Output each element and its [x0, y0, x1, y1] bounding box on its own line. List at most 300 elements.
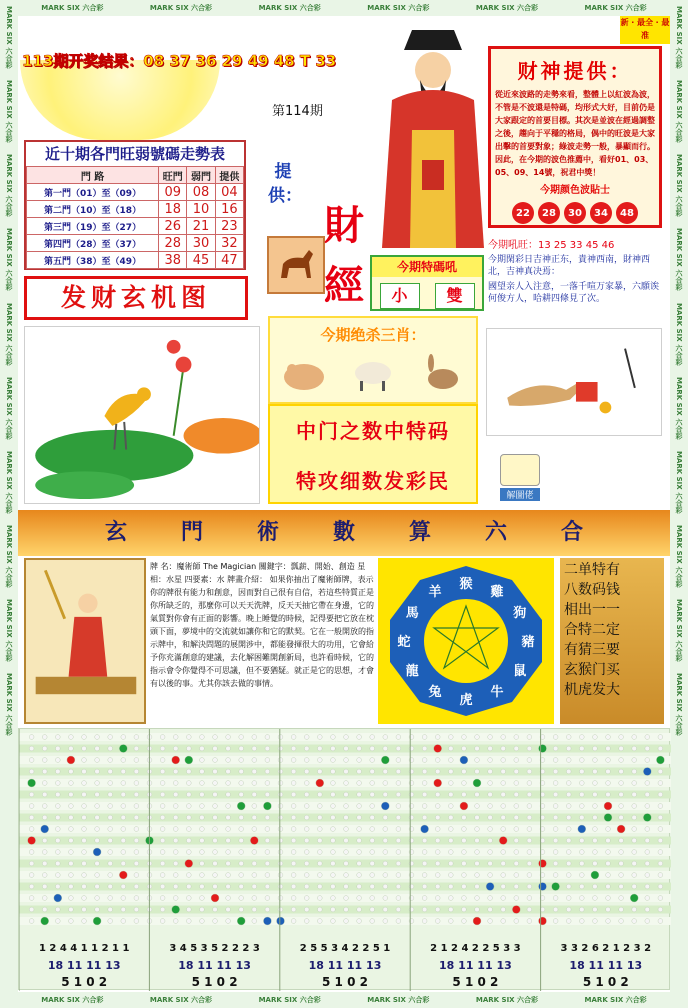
grid-dot — [422, 735, 427, 740]
grid-dot — [475, 838, 480, 843]
trend-header-row — [27, 167, 244, 184]
grid-dot — [619, 735, 624, 740]
grid-dot — [160, 815, 165, 820]
grid-dot — [435, 735, 440, 740]
grid-bottom-label: 2 1 2 4 2 2 5 3 3 — [430, 943, 521, 954]
grid-dot — [475, 850, 480, 855]
grid-dot — [93, 848, 101, 856]
grid-bottom-label: 5 1 0 2 — [61, 975, 108, 989]
grid-dot — [566, 838, 571, 843]
grid-dot — [501, 758, 506, 763]
grid-dot — [304, 896, 309, 901]
grid-dot — [645, 896, 650, 901]
grid-dot — [331, 838, 336, 843]
grid-dot — [252, 919, 257, 924]
tigong-value: 16 — [215, 201, 243, 218]
banner-char: 門 — [180, 520, 203, 545]
grid-dot — [331, 792, 336, 797]
grid-dot — [42, 792, 47, 797]
grid-dot — [316, 779, 324, 787]
grid-dot — [69, 919, 74, 924]
grid-dot — [67, 756, 75, 764]
grid-dot — [579, 907, 584, 912]
grid-dot — [566, 861, 571, 866]
grid-dot — [658, 746, 663, 751]
grid-dot — [617, 825, 625, 833]
grid-dot — [619, 769, 624, 774]
grid-bottom-label: 18 11 11 13 — [439, 959, 512, 972]
grid-dot — [186, 884, 191, 889]
grid-dot — [331, 758, 336, 763]
grid-dot — [566, 884, 571, 889]
grid-dot — [501, 827, 506, 832]
grid-dot — [29, 735, 34, 740]
grid-dot — [460, 802, 468, 810]
grid-dot — [55, 850, 60, 855]
wang-value: 26 — [159, 218, 187, 235]
tigong-value: 47 — [215, 252, 243, 269]
grid-dot — [69, 804, 74, 809]
grid-bottom-label: 18 11 11 13 — [569, 959, 643, 972]
grid-dot — [291, 919, 296, 924]
grid-dot — [121, 758, 126, 763]
grid-dot — [82, 735, 87, 740]
grid-dot — [422, 815, 427, 820]
grid-dot — [435, 850, 440, 855]
table-row — [27, 184, 244, 201]
grid-dot — [396, 758, 401, 763]
grid-dot — [278, 792, 283, 797]
grid-dot — [344, 781, 349, 786]
poem-line: 机虎发大 — [564, 682, 620, 698]
grid-dot — [435, 758, 440, 763]
grid-dot — [593, 850, 598, 855]
grid-dot — [448, 804, 453, 809]
grid-dot — [41, 825, 49, 833]
grid-dot — [448, 815, 453, 820]
grid-dot — [239, 815, 244, 820]
poem-lines — [560, 558, 664, 702]
grid-dot — [237, 802, 245, 810]
today-lucky-direction: 今期閑彩日吉神正东，貴神西南，財神西北，吉神真决焉： — [488, 255, 651, 277]
grid-dot — [95, 873, 100, 878]
grid-dot — [593, 758, 598, 763]
grid-dot — [317, 907, 322, 912]
zodiac-label: 猴 — [459, 577, 473, 592]
grid-dot — [606, 781, 611, 786]
tarot-description: 牌 名：魔術師 The Magician 關鍵字：瓢薪、開始、創造 星 相：水星 四要素：水 牌畫介紹： 如果你抽出了魔術師牌，表示你的牌很有能力和創意，因而對自己很有自信，若這些特質正是你所缺乏的，那麼你可以天天洗牌，反天天抽它帶在身邊，它的氣質對你會有正面的影響。晚上睡覺的時候，記得要把它放在枕頭下面，夢境中的交流就如讓你和它的默契。它在一般開放的指示牌中，和解決問題的展開涉中，都能發揮很大的功用，它會給予你充滿創意的建議，去化解困難開創新局，也許看時候，它的指示會令你覺得不可思議，但不要猶疑。就正是它的思想，才會有以後的事。尤其你該去做的事情。 — [150, 562, 374, 688]
trend-header: 門 路 — [27, 167, 159, 184]
grid-dot — [579, 873, 584, 878]
grid-dot — [462, 861, 467, 866]
grid-dot — [462, 884, 467, 889]
grid-dot — [344, 907, 349, 912]
banner-char: 術 — [256, 520, 279, 545]
grid-dot — [475, 861, 480, 866]
grid-dot — [291, 746, 296, 751]
grid-dot — [370, 781, 375, 786]
grid-dot — [645, 827, 650, 832]
grid-dot — [357, 769, 362, 774]
grid-dot — [29, 792, 34, 797]
grid-dot — [579, 896, 584, 901]
tigong-value: 32 — [215, 235, 243, 252]
grid-dot — [265, 861, 270, 866]
grid-dot — [55, 735, 60, 740]
grid-dot — [239, 850, 244, 855]
grid-dot — [304, 827, 309, 832]
grid-dot — [514, 850, 519, 855]
caishen-text: 從近來波路的走勢來看，整體上以紅波為波，不管是不波還是特碼，均形式大好，目前仍是大家跟定的首要目標。其次是並波在經過調整之後，趨向于平穩的格局，偶中的旺波是大家出擊的首要對象；綠波走勢一般，暴顯而行。因此，在今期的波色推薦中，看好01、03、05、09、14號，祝君中獎！ — [495, 90, 655, 177]
grid-dot — [501, 850, 506, 855]
grid-dot — [200, 850, 205, 855]
grid-dot — [55, 861, 60, 866]
grid-dot — [239, 758, 244, 763]
grid-dot — [186, 781, 191, 786]
grid-dot — [579, 758, 584, 763]
grid-dot — [619, 781, 624, 786]
grid-dot — [579, 884, 584, 889]
grid-dot — [173, 873, 178, 878]
grid-dot — [29, 873, 34, 878]
grid-dot — [501, 873, 506, 878]
grid-dot — [211, 894, 219, 902]
grid-dot — [396, 896, 401, 901]
grid-dot — [69, 735, 74, 740]
grid-dot — [160, 769, 165, 774]
grid-dot — [82, 769, 87, 774]
grid-dot — [630, 894, 638, 902]
grid-dot — [658, 884, 663, 889]
grid-dot — [527, 746, 532, 751]
grid-dot — [422, 873, 427, 878]
grid-bottom-label: 5 1 0 2 — [322, 975, 368, 989]
grid-dot — [121, 792, 126, 797]
watermark-text: MARK SIX 六合彩 — [5, 302, 13, 365]
grid-dot — [278, 769, 283, 774]
zodiac-ring — [378, 558, 554, 724]
ruo-value: 30 — [187, 235, 215, 252]
watermark-text: MARK SIX 六合彩 — [367, 4, 430, 12]
grid-dot — [566, 919, 571, 924]
grid-dot — [396, 838, 401, 843]
grid-dot — [501, 735, 506, 740]
grid-dot — [213, 758, 218, 763]
grid-dot — [42, 769, 47, 774]
grid-dot — [278, 838, 283, 843]
grid-dot — [108, 907, 113, 912]
grid-dot — [488, 850, 493, 855]
grid-dot — [606, 884, 611, 889]
watermark-text: MARK SIX 六合彩 — [675, 524, 683, 587]
grid-dot — [55, 827, 60, 832]
grid-dot — [514, 873, 519, 878]
grid-dot — [252, 815, 257, 820]
grid-dot — [226, 781, 231, 786]
grid-dot — [448, 769, 453, 774]
right-border-strip — [670, 0, 688, 1008]
grid-dot — [239, 781, 244, 786]
grid-dot — [370, 804, 375, 809]
jietie-link[interactable] — [500, 454, 540, 501]
grid-dot — [291, 815, 296, 820]
grid-dot — [55, 884, 60, 889]
grid-dot — [357, 804, 362, 809]
grid-dot — [82, 746, 87, 751]
grid-dot — [448, 827, 453, 832]
grid-dot — [186, 804, 191, 809]
grid-dot — [448, 861, 453, 866]
grid-dot — [95, 758, 100, 763]
grid-dot — [186, 907, 191, 912]
grid-dot — [41, 917, 49, 925]
grid-dot — [632, 827, 637, 832]
grid-dot — [527, 735, 532, 740]
wang-value: 28 — [159, 235, 187, 252]
grid-dot — [252, 896, 257, 901]
grid-dot — [82, 781, 87, 786]
grid-dot — [566, 896, 571, 901]
grid-dot — [200, 827, 205, 832]
jietie-icon[interactable] — [500, 454, 540, 486]
grid-dot — [488, 815, 493, 820]
grid-dot — [55, 838, 60, 843]
grid-dot — [383, 838, 388, 843]
grid-dot — [619, 850, 624, 855]
grid-dot — [658, 861, 663, 866]
grid-dot — [619, 746, 624, 751]
grid-dot — [422, 792, 427, 797]
grid-dot — [252, 907, 257, 912]
grid-dot — [265, 746, 270, 751]
grid-dot — [304, 861, 309, 866]
grid-dot — [200, 781, 205, 786]
grid-dot — [69, 873, 74, 878]
grid-bottom-label: 5 1 0 2 — [452, 975, 499, 989]
grid-dot — [226, 735, 231, 740]
grid-dot — [501, 815, 506, 820]
grid-dot — [645, 735, 650, 740]
grid-dot — [370, 873, 375, 878]
watermark-text: MARK SIX 六合彩 — [675, 376, 683, 439]
grid-dot — [160, 873, 165, 878]
grid-dot — [29, 896, 34, 901]
grid-dot — [278, 815, 283, 820]
grid-dot — [462, 735, 467, 740]
grid-dot — [42, 815, 47, 820]
grid-dot — [632, 746, 637, 751]
grid-dot — [396, 815, 401, 820]
special-code-size: 小 — [380, 283, 420, 309]
grid-dot — [173, 746, 178, 751]
grid-dot — [566, 907, 571, 912]
grid-dot — [134, 781, 139, 786]
grid-dot — [448, 850, 453, 855]
grid-dot — [606, 827, 611, 832]
grid-dot — [121, 781, 126, 786]
grid-dot — [514, 792, 519, 797]
magician-tarot-card — [24, 558, 146, 724]
grid-dot — [357, 746, 362, 751]
grid-dot — [514, 815, 519, 820]
grid-dot — [200, 746, 205, 751]
table-row — [27, 252, 244, 269]
grid-dot — [357, 781, 362, 786]
grid-dot — [383, 746, 388, 751]
grid-dot — [95, 746, 100, 751]
grid-dot — [252, 861, 257, 866]
grid-dot — [121, 827, 126, 832]
grid-dot — [344, 792, 349, 797]
grid-dot — [239, 769, 244, 774]
grid-dot — [213, 850, 218, 855]
grid-dot — [226, 884, 231, 889]
grid-dot — [344, 815, 349, 820]
grid-dot — [173, 884, 178, 889]
grid-dot — [435, 838, 440, 843]
grid-dot — [632, 861, 637, 866]
grid-dot — [383, 850, 388, 855]
grid-dot — [579, 919, 584, 924]
grid-dot — [435, 919, 440, 924]
grid-dot — [593, 861, 598, 866]
grid-dot — [475, 815, 480, 820]
zhongmen-line: 特攻细数发彩民 — [296, 469, 450, 493]
grid-dot — [370, 850, 375, 855]
grid-dot — [396, 746, 401, 751]
xuanmen-banner — [18, 510, 670, 556]
grid-dot — [514, 861, 519, 866]
grid-dot — [553, 838, 558, 843]
grid-dot — [278, 861, 283, 866]
grid-dot — [593, 907, 598, 912]
grid-dot — [331, 804, 336, 809]
grid-dot — [422, 861, 427, 866]
grid-dot — [514, 746, 519, 751]
grid-dot — [304, 769, 309, 774]
grid-dot — [604, 802, 612, 810]
grid-dot — [172, 906, 180, 914]
grid-dot — [119, 871, 127, 879]
grid-dot — [331, 861, 336, 866]
grid-dot — [69, 827, 74, 832]
grid-dot — [108, 769, 113, 774]
grid-dot — [121, 861, 126, 866]
grid-dot — [278, 735, 283, 740]
grid-dot — [172, 756, 180, 764]
grid-dot — [344, 827, 349, 832]
grid-dot — [383, 896, 388, 901]
grid-dot — [226, 758, 231, 763]
grid-dot — [370, 919, 375, 924]
grid-dot — [29, 919, 34, 924]
grid-dot — [317, 758, 322, 763]
grid-dot — [226, 850, 231, 855]
grid-dot — [42, 758, 47, 763]
grid-dot — [331, 907, 336, 912]
grid-dot — [593, 735, 598, 740]
grid-dot — [69, 896, 74, 901]
grid-dot — [263, 802, 271, 810]
grid-dot — [488, 873, 493, 878]
grid-dot — [186, 746, 191, 751]
grid-bottom-label: 5 1 0 2 — [191, 975, 238, 989]
grid-dot — [606, 850, 611, 855]
grid-dot — [265, 838, 270, 843]
grid-dot — [579, 815, 584, 820]
grid-dot — [422, 907, 427, 912]
grid-dot — [29, 850, 34, 855]
grid-dot — [632, 907, 637, 912]
grid-dot — [606, 896, 611, 901]
grid-dot — [291, 792, 296, 797]
grid-dot — [69, 792, 74, 797]
grid-dot — [370, 884, 375, 889]
grid-dot — [239, 896, 244, 901]
grid-dot — [632, 815, 637, 820]
grid-dot — [527, 861, 532, 866]
grid-dot — [69, 850, 74, 855]
grid-dot — [370, 896, 375, 901]
watermark-text: MARK SIX 六合彩 — [5, 673, 13, 736]
grid-dot — [69, 838, 74, 843]
watermark-text: MARK SIX 六合彩 — [675, 80, 683, 143]
grid-dot — [593, 781, 598, 786]
grid-dot — [593, 884, 598, 889]
grid-dot — [93, 917, 101, 925]
grid-dot — [448, 884, 453, 889]
grid-dot — [160, 758, 165, 763]
grid-dot — [239, 884, 244, 889]
grid-dot — [304, 804, 309, 809]
grid-dot — [239, 861, 244, 866]
grid-dot — [213, 815, 218, 820]
watermark-text: MARK SIX 六合彩 — [5, 524, 13, 587]
grid-dot — [186, 815, 191, 820]
grid-dot — [357, 815, 362, 820]
grid-dot — [265, 827, 270, 832]
grid-dot — [121, 735, 126, 740]
grid-dot — [278, 884, 283, 889]
grid-dot — [252, 884, 257, 889]
grid-dot — [632, 873, 637, 878]
grid-dot — [291, 861, 296, 866]
today-lucky-box — [488, 236, 664, 322]
number-ball: 30 — [564, 202, 586, 224]
grid-dot — [579, 850, 584, 855]
grid-dot — [29, 907, 34, 912]
grid-dot — [396, 735, 401, 740]
grid-dot — [265, 758, 270, 763]
grid-dot — [186, 838, 191, 843]
zodiac-label: 鼠 — [513, 664, 527, 679]
grid-dot — [357, 861, 362, 866]
poem-line: 玄猴门买 — [564, 662, 620, 678]
grid-dot — [645, 850, 650, 855]
row-label: 第四門（28）至（37） — [27, 235, 159, 252]
zodiac-label: 羊 — [428, 584, 442, 600]
grid-dot — [488, 907, 493, 912]
grid-dot — [265, 907, 270, 912]
grid-dot — [265, 873, 270, 878]
grid-dot — [108, 919, 113, 924]
grid-dot — [317, 884, 322, 889]
grid-dot — [278, 907, 283, 912]
grid-dot — [160, 746, 165, 751]
jietie-label: 解圖佬 — [500, 488, 540, 501]
grid-dot — [344, 896, 349, 901]
watermark-text: MARK SIX 六合彩 — [149, 4, 213, 12]
